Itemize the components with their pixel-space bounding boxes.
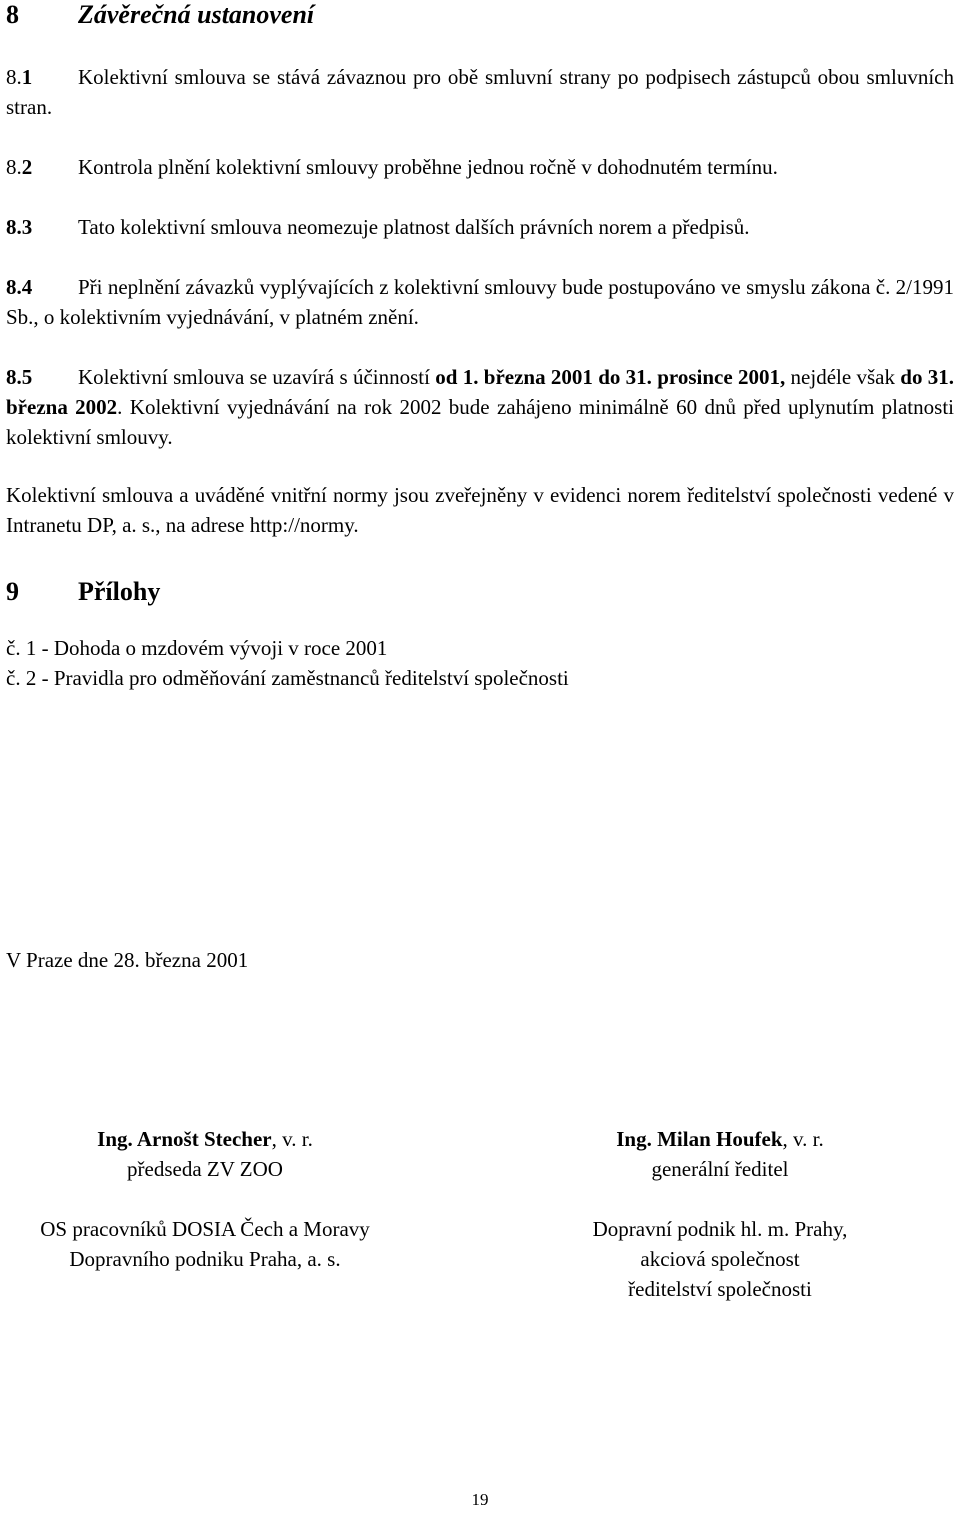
signatory-name: Ing. Arnošt Stecher [97, 1127, 272, 1151]
clause-number: 8.2 [6, 155, 33, 179]
clause-number: 8.3 [6, 215, 33, 239]
attachment-item: č. 2 - Pravidla pro odměňování zaměstnanců ředitelství společnosti [6, 666, 569, 690]
clause-number: 8.5 [6, 365, 33, 389]
place-date: V Praze dne 28. března 2001 [6, 948, 249, 972]
section-number: 8 [6, 0, 19, 29]
attachment-item: č. 1 - Dohoda o mzdovém vývoji v roce 2001 [6, 636, 388, 660]
signatory-suffix: , v. r. [782, 1127, 824, 1151]
signatory-suffix: , v. r. [271, 1127, 313, 1151]
publication-note: Kolektivní smlouva a uváděné vnitřní normy jsou zveřejněny v evidenci norem ředitelství společnosti vedené v Intranetu DP, a. s., na adrese http://normy. [6, 483, 954, 537]
signatory-role: předseda ZV ZOO [127, 1157, 283, 1181]
clause-8-1 [6, 62, 954, 122]
clause-text-c: . Kolektivní vyjednávání na rok 2002 bude zahájeno minimálně 60 dnů před uplynutím platnosti kolektivní smlouvy. [6, 395, 954, 449]
page-number: 19 [471, 1490, 489, 1509]
signatory-org-line: akciová společnost [640, 1247, 800, 1271]
validity-period: od 1. března 2001 do 31. prosince 2001, [435, 365, 786, 389]
signatory-role: generální ředitel [651, 1157, 789, 1181]
clause-8-5 [6, 362, 954, 452]
section-9-heading [6, 577, 160, 607]
validity-end-date: do 31. března 2002 [6, 365, 954, 419]
section-title: Závěrečná ustanovení [78, 0, 315, 29]
clause-text: Kontrola plnění kolektivní smlouvy proběhne jednou ročně v dohodnutém termínu. [78, 155, 778, 179]
section-title: Přílohy [78, 577, 161, 606]
signature-block-left [0, 1124, 410, 1274]
clause-8-3 [6, 212, 954, 242]
signatory-org-line: Dopravního podniku Praha, a. s. [69, 1247, 341, 1271]
clause-text-b: nejdéle však [785, 365, 901, 389]
clause-text-a: Kolektivní smlouva se uzavírá s účinností [78, 365, 436, 389]
signatory-name: Ing. Milan Houfek [616, 1127, 783, 1151]
section-number: 9 [6, 577, 19, 606]
clause-8-4 [6, 272, 954, 332]
clause-text: Tato kolektivní smlouva neomezuje platnost dalších právních norem a předpisů. [78, 215, 750, 239]
clause-text: Při neplnění závazků vyplývajících z kolektivní smlouvy bude postupováno ve smyslu zákona č. 2/1991 Sb., o kolektivním vyjednávání, v platném znění. [6, 275, 954, 329]
signature-block-right [520, 1124, 920, 1304]
clause-8-2 [6, 152, 954, 182]
clause-text: Kolektivní smlouva se stává závaznou pro obě smluvní strany po podpisech zástupců obou smluvních stran. [6, 65, 954, 119]
signatory-org-line: ředitelství společnosti [628, 1277, 812, 1301]
signatory-org-line: Dopravní podnik hl. m. Prahy, [592, 1217, 848, 1241]
clause-number: 8.1 [6, 65, 33, 89]
clause-number: 8.4 [6, 275, 33, 299]
section-8-heading [6, 0, 314, 30]
signatory-org-line: OS pracovníků DOSIA Čech a Moravy [40, 1217, 370, 1241]
